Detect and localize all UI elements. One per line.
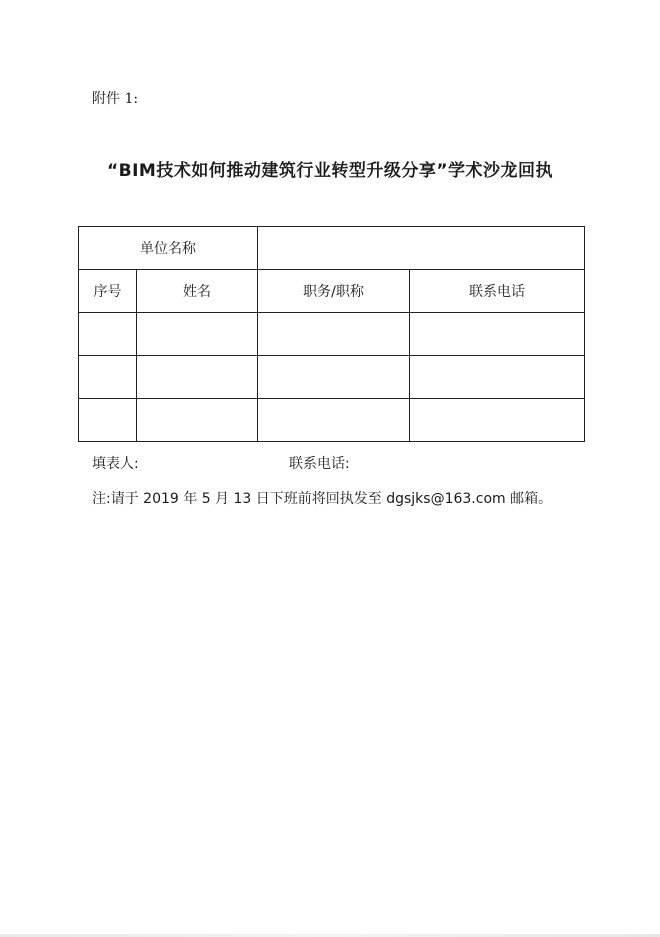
unit-name-label: 单位名称 bbox=[79, 227, 258, 270]
column-header-title: 职务/职称 bbox=[258, 270, 410, 313]
cell-index[interactable] bbox=[79, 313, 137, 356]
cell-index[interactable] bbox=[79, 399, 137, 442]
cell-phone[interactable] bbox=[410, 313, 585, 356]
cell-name[interactable] bbox=[137, 356, 258, 399]
attachment-label: 附件 1: bbox=[92, 91, 139, 107]
cell-title[interactable] bbox=[258, 356, 410, 399]
column-header-phone: 联系电话 bbox=[410, 270, 585, 313]
unit-name-field[interactable] bbox=[258, 227, 585, 270]
reply-form-table bbox=[78, 226, 585, 442]
filler-label: 填表人: bbox=[92, 456, 139, 472]
cell-phone[interactable] bbox=[410, 356, 585, 399]
column-header-name: 姓名 bbox=[137, 270, 258, 313]
contact-phone-label: 联系电话: bbox=[289, 456, 350, 472]
cell-name[interactable] bbox=[137, 313, 258, 356]
table-row bbox=[79, 399, 585, 442]
submission-note: 注:请于 2019 年 5 月 13 日下班前将回执发至 dgsjks@163.com 邮箱。 bbox=[92, 491, 553, 507]
table-row bbox=[79, 313, 585, 356]
cell-name[interactable] bbox=[137, 399, 258, 442]
cell-title[interactable] bbox=[258, 313, 410, 356]
document-title: “BIM技术如何推动建筑行业转型升级分享”学术沙龙回执 bbox=[106, 161, 554, 181]
table-row bbox=[79, 356, 585, 399]
column-header-index: 序号 bbox=[79, 270, 137, 313]
header-row bbox=[79, 270, 585, 313]
cell-title[interactable] bbox=[258, 399, 410, 442]
cell-index[interactable] bbox=[79, 356, 137, 399]
unit-row bbox=[79, 227, 585, 270]
cell-phone[interactable] bbox=[410, 399, 585, 442]
